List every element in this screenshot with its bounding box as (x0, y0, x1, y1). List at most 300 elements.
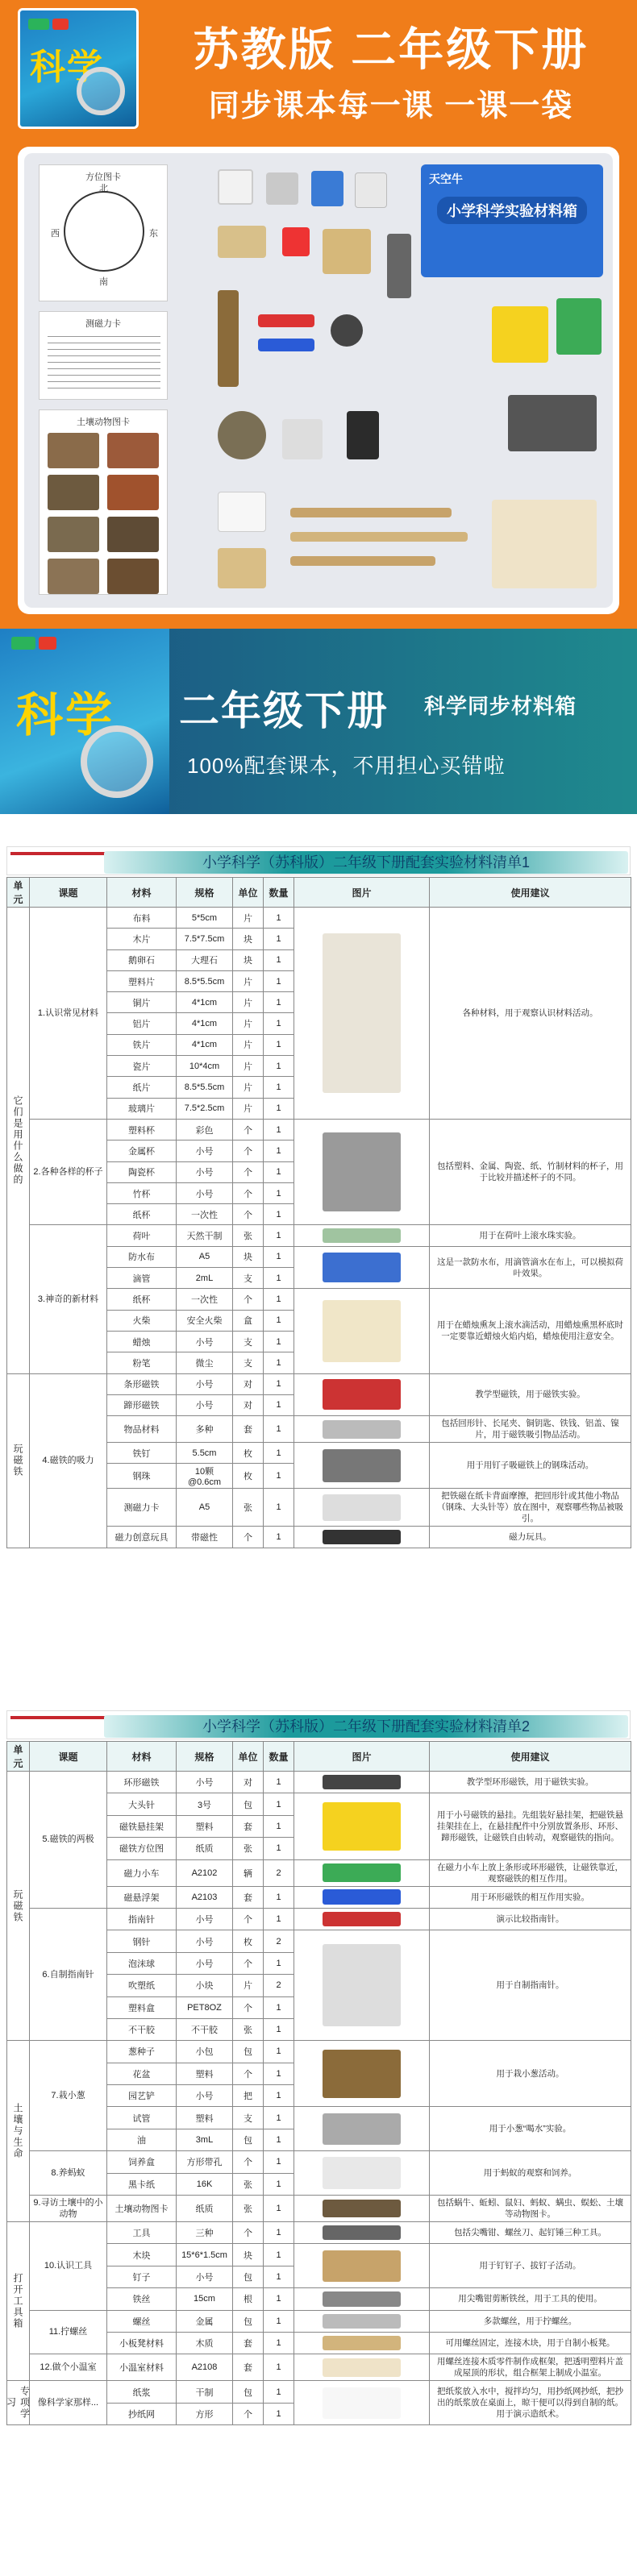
material-cell: 葱种子 (107, 2041, 177, 2063)
spec-cell: 10颗 @0.6cm (177, 1464, 233, 1489)
picture-cell (294, 908, 430, 1120)
qty-cell: 1 (264, 1793, 294, 1815)
qty-cell: 1 (264, 2288, 294, 2310)
material-photo (296, 2312, 427, 2331)
spec-cell: 4*1cm (177, 1034, 233, 1055)
measure-cell: 包 (233, 2041, 264, 2063)
suggestion-cell: 包括塑料、金属、陶瓷、纸、竹制材料的杯子，用于比较并描述杯子的不同。 (430, 1119, 631, 1224)
hero-section (0, 0, 637, 629)
table-row (7, 1772, 631, 1793)
material-photo-icon (323, 1300, 402, 1363)
list-2-title: 小学科学（苏科版）二年级下册配套实验材料清单2 (104, 1715, 628, 1738)
material-photo (296, 1861, 427, 1885)
west-label: 西 (51, 229, 60, 239)
material-photo (296, 2289, 427, 2308)
material-photo-icon (323, 2200, 402, 2218)
col-lesson: 课题 (30, 1742, 107, 1772)
qty-cell: 1 (264, 1443, 294, 1464)
spec-cell: 方形带孔 (177, 2151, 233, 2173)
material-cell: 磁力小车 (107, 1859, 177, 1886)
kit-photo (24, 153, 613, 608)
spec-cell: 8.5*5.5cm (177, 970, 233, 991)
material-cell: 工具 (107, 2222, 177, 2244)
material-cell: 荷叶 (107, 1225, 177, 1246)
measure-cell: 个 (233, 1996, 264, 2018)
measure-cell: 个 (233, 1289, 264, 1310)
measure-cell: 片 (233, 1098, 264, 1119)
qty-cell: 1 (264, 1289, 294, 1310)
lesson-cell: 7.栽小葱 (30, 2041, 107, 2151)
qty-cell: 1 (264, 2151, 294, 2173)
measure-cell: 包 (233, 2381, 264, 2403)
col-suggestion: 使用建议 (430, 878, 631, 908)
col-measure: 单位 (233, 1742, 264, 1772)
spec-cell: 木质 (177, 2332, 233, 2354)
suggestion-cell: 各种材料，用于观察认识材料活动。 (430, 908, 631, 1120)
soil-photo (107, 559, 159, 594)
spec-cell: 小块 (177, 1975, 233, 1996)
qty-cell: 2 (264, 1975, 294, 1996)
suggestion-cell: 包括回形针、长尾夹、铜钥匙、铁钱、铝盖、镍片，用于磁铁吸引物品活动。 (430, 1416, 631, 1443)
material-photo (296, 2223, 427, 2242)
material-photo-icon (323, 1132, 402, 1211)
qty-cell: 1 (264, 2063, 294, 2084)
material-photo (296, 1375, 427, 1415)
publisher-logo-icon (11, 637, 35, 650)
qty-cell: 1 (264, 1225, 294, 1246)
material-cell: 纸片 (107, 1077, 177, 1098)
picture-cell (294, 2288, 430, 2310)
material-cell: 条形磁铁 (107, 1373, 177, 1394)
qty-cell: 1 (264, 1464, 294, 1489)
picture-cell (294, 2354, 430, 2381)
table-row (7, 2222, 631, 2244)
spec-cell: A5 (177, 1246, 233, 1267)
magnifier-icon (77, 67, 125, 115)
material-photo (296, 2152, 427, 2194)
picture-cell (294, 1416, 430, 1443)
material-photo (296, 1772, 427, 1792)
qty-cell: 1 (264, 1527, 294, 1548)
spec-cell: 天然干制 (177, 1225, 233, 1246)
material-cell: 测磁力卡 (107, 1489, 177, 1527)
measure-cell: 包 (233, 2266, 264, 2287)
soil-photo (107, 475, 159, 510)
measure-cell: 片 (233, 1034, 264, 1055)
col-unit: 单元 (7, 1742, 30, 1772)
measure-cell: 个 (233, 1141, 264, 1161)
spec-cell: 3mL (177, 2129, 233, 2150)
material-cell: 铝片 (107, 1013, 177, 1034)
spec-cell: 小号 (177, 1182, 233, 1203)
material-cell: 竹杯 (107, 1182, 177, 1203)
spec-cell: 带磁性 (177, 1527, 233, 1548)
measure-cell: 个 (233, 2403, 264, 2424)
picture-cell (294, 1772, 430, 1793)
force-card-lines (48, 333, 160, 394)
suggestion-cell: 用于自制指南针。 (430, 1930, 631, 2041)
soil-photo (48, 475, 99, 510)
spec-cell: A2102 (177, 1859, 233, 1886)
glass-plate-icon (282, 419, 323, 459)
magnet-icon (258, 314, 314, 327)
material-photo-icon (323, 1530, 402, 1544)
measure-cell: 支 (233, 2107, 264, 2129)
material-cell: 塑料盒 (107, 1996, 177, 2018)
qty-cell: 1 (264, 929, 294, 949)
material-photo-icon (323, 1253, 402, 1283)
spec-cell: 小号 (177, 2085, 233, 2107)
material-cell: 铜片 (107, 992, 177, 1013)
qty-cell: 1 (264, 2222, 294, 2244)
lesson-cell: 9.寻访土壤中的小动物 (30, 2196, 107, 2222)
material-photo-icon (323, 1775, 402, 1790)
picture-cell (294, 1859, 430, 1886)
spec-cell: 塑料 (177, 2063, 233, 2084)
material-photo-icon (323, 2336, 402, 2351)
qty-cell: 1 (264, 992, 294, 1013)
qty-cell: 1 (264, 2354, 294, 2381)
col-measure: 单位 (233, 878, 264, 908)
suggestion-cell: 多款螺丝，用于拧螺丝。 (430, 2310, 631, 2332)
qty-cell: 1 (264, 1182, 294, 1203)
list-2-header (6, 1710, 631, 1739)
picture-cell (294, 2107, 430, 2151)
material-cell: 小板凳材料 (107, 2332, 177, 2354)
col-picture: 图片 (294, 878, 430, 908)
suggestion-cell: 可用螺丝固定，连接木块，用于自制小板凳。 (430, 2332, 631, 2354)
measure-cell: 个 (233, 1161, 264, 1182)
hero-subtitle: 同步课本每一课 一课一袋 (208, 89, 574, 123)
direction-card (39, 164, 168, 301)
spec-cell: 塑料 (177, 2107, 233, 2129)
table-row (7, 2041, 631, 2063)
measure-cell: 包 (233, 2310, 264, 2332)
magnifier-icon (81, 725, 153, 798)
lesson-cell: 4.磁铁的吸力 (30, 1373, 107, 1548)
suggestion-cell: 把纸浆放入水中，搅拌均匀，用抄纸网抄纸，把抄出的纸浆放在桌面上，晾干便可以得到自制的纸。用于演示造纸术。 (430, 2381, 631, 2425)
material-cell: 防水布 (107, 1246, 177, 1267)
measure-cell: 个 (233, 2063, 264, 2084)
spec-cell: 16K (177, 2173, 233, 2195)
wood-stick-icon (290, 532, 468, 542)
picture-cell (294, 2381, 430, 2425)
material-cell: 吹塑纸 (107, 1975, 177, 1996)
measure-cell: 枚 (233, 1443, 264, 1464)
material-photo-icon (323, 2314, 402, 2329)
measure-cell: 张 (233, 2173, 264, 2195)
suggestion-cell: 包括蜗牛、蚯蚓、鼠妇、蚂蚁、螨虫、蜈蚣、土壤等动物图卡。 (430, 2196, 631, 2222)
table-row (7, 908, 631, 929)
material-photo-icon (323, 1912, 402, 1927)
list-1-title: 小学科学（苏科版）二年级下册配套实验材料清单1 (104, 851, 628, 874)
spec-cell: 3号 (177, 1793, 233, 1815)
spec-cell: 小号 (177, 1331, 233, 1352)
picture-cell (294, 2041, 430, 2107)
material-cell: 物品材料 (107, 1416, 177, 1443)
measure-cell: 把 (233, 2085, 264, 2107)
spec-cell: 方形 (177, 2403, 233, 2424)
measure-cell: 块 (233, 2244, 264, 2266)
material-photo-icon (323, 1802, 402, 1851)
spec-cell: 5*5cm (177, 908, 233, 929)
black-card-icon (347, 411, 379, 459)
measure-cell: 支 (233, 1268, 264, 1289)
material-cell: 纸杯 (107, 1204, 177, 1225)
textbook-cover (18, 8, 139, 129)
material-photo (296, 2382, 427, 2424)
picture-cell (294, 1225, 430, 1246)
qty-cell: 1 (264, 1772, 294, 1793)
material-cell: 小温室材料 (107, 2354, 177, 2381)
measure-cell: 片 (233, 1056, 264, 1077)
cup-icon (311, 171, 343, 206)
magnet-icon (258, 339, 314, 351)
banner-book-title: 科学 (16, 689, 115, 742)
spec-cell: 小号 (177, 1908, 233, 1930)
measure-cell: 个 (233, 1182, 264, 1203)
measure-cell: 块 (233, 1246, 264, 1267)
qty-cell: 1 (264, 949, 294, 970)
material-cell: 花盆 (107, 2063, 177, 2084)
paper-icon (218, 492, 266, 532)
material-cell: 土壤动物图卡 (107, 2196, 177, 2222)
suggestion-cell: 演示比较指南针。 (430, 1908, 631, 1930)
spec-cell: 小号 (177, 1952, 233, 1974)
qty-cell: 2 (264, 1859, 294, 1886)
picture-cell (294, 1489, 430, 1527)
qty-cell: 1 (264, 1838, 294, 1859)
material-cell: 钉子 (107, 2266, 177, 2287)
spec-cell: 小包 (177, 2041, 233, 2063)
kit-brand: 天空牛 (429, 172, 463, 185)
qty-cell: 1 (264, 1373, 294, 1394)
material-cell: 蜡烛 (107, 1331, 177, 1352)
greenhouse-material-icon (492, 500, 597, 588)
table-row (7, 2381, 631, 2403)
qty-cell: 1 (264, 2018, 294, 2040)
qty-cell: 1 (264, 2403, 294, 2424)
material-cell: 蹄形磁铁 (107, 1394, 177, 1415)
material-photo-icon (323, 2113, 402, 2145)
lesson-cell: 5.磁铁的两极 (30, 1772, 107, 1909)
material-photo-icon (323, 1449, 402, 1482)
measure-cell: 盒 (233, 1310, 264, 1331)
picture-cell (294, 1119, 430, 1224)
cup-icon (266, 172, 298, 205)
qty-cell: 1 (264, 1908, 294, 1930)
measure-cell: 块 (233, 949, 264, 970)
measure-cell: 张 (233, 1838, 264, 1859)
measure-cell: 片 (233, 1975, 264, 1996)
qty-cell: 1 (264, 1119, 294, 1140)
material-photo (296, 2108, 427, 2150)
spec-cell: 小号 (177, 1930, 233, 1952)
material-photo (296, 1888, 427, 1907)
suggestion-cell: 把铁磁在纸卡背面摩擦，把回形针或其他小物品（钢珠、大头针等）放在图中，观察哪些物品被吸引。 (430, 1489, 631, 1527)
measure-cell: 套 (233, 1815, 264, 1837)
unit-cell: 专项学习 (7, 2381, 30, 2425)
wood-stick-icon (290, 556, 435, 566)
lesson-cell: 2.各种各样的杯子 (30, 1119, 107, 1224)
material-cell: 木片 (107, 929, 177, 949)
material-cell: 环形磁铁 (107, 1772, 177, 1793)
material-photo (296, 1226, 427, 1244)
direction-card-title: 方位图卡 (85, 172, 121, 182)
qty-cell: 1 (264, 1416, 294, 1443)
measure-cell: 套 (233, 2332, 264, 2354)
spec-cell: 小号 (177, 2266, 233, 2287)
picture-cell (294, 2244, 430, 2288)
picture-cell (294, 2151, 430, 2196)
material-cell: 螺丝 (107, 2310, 177, 2332)
measure-cell: 支 (233, 1331, 264, 1352)
material-photo (296, 1417, 427, 1441)
material-cell: 试管 (107, 2107, 177, 2129)
spec-cell: 多种 (177, 1416, 233, 1443)
qty-cell: 1 (264, 908, 294, 929)
spec-cell: 纸质 (177, 1838, 233, 1859)
material-cell: 鹅卵石 (107, 949, 177, 970)
qty-cell: 1 (264, 1034, 294, 1055)
col-qty: 数量 (264, 1742, 294, 1772)
measure-cell: 对 (233, 1394, 264, 1415)
material-photo-icon (323, 1889, 402, 1905)
qty-cell: 1 (264, 2196, 294, 2222)
measure-cell: 片 (233, 1013, 264, 1034)
table-row (7, 2151, 631, 2173)
yellow-box-icon (492, 306, 548, 363)
material-photo-icon (323, 1494, 402, 1521)
qty-cell: 1 (264, 2310, 294, 2332)
material-cell: 钢针 (107, 1930, 177, 1952)
picture-cell (294, 2310, 430, 2332)
spec-cell: 一次性 (177, 1289, 233, 1310)
material-cell: 黑卡纸 (107, 2173, 177, 2195)
measure-cell: 辆 (233, 1859, 264, 1886)
spec-cell: 微尘 (177, 1352, 233, 1373)
col-unit: 单元 (7, 878, 30, 908)
spec-cell: 小号 (177, 1772, 233, 1793)
measure-cell: 对 (233, 1373, 264, 1394)
qty-cell: 1 (264, 1141, 294, 1161)
col-spec: 规格 (177, 1742, 233, 1772)
unit-cell: 玩磁铁 (7, 1373, 30, 1548)
material-photo-icon (323, 2157, 402, 2188)
south-label: 南 (99, 277, 108, 287)
materials-table-1 (6, 877, 631, 1548)
qty-cell: 1 (264, 2129, 294, 2150)
material-cell: 磁力创意玩具 (107, 1527, 177, 1548)
measure-cell: 片 (233, 970, 264, 991)
material-cell: 滴管 (107, 1268, 177, 1289)
spec-cell: 8.5*5.5cm (177, 1077, 233, 1098)
spec-cell: 小号 (177, 1394, 233, 1415)
qty-cell: 1 (264, 1056, 294, 1077)
picture-cell (294, 1443, 430, 1489)
book-title: 科学 (30, 48, 104, 87)
material-photo (296, 2042, 427, 2105)
measure-cell: 个 (233, 1952, 264, 1974)
spec-cell: 大理石 (177, 949, 233, 970)
qty-cell: 1 (264, 1098, 294, 1119)
wood-block-icon (323, 229, 371, 274)
qty-cell: 1 (264, 1268, 294, 1289)
wood-block-icon (218, 226, 266, 258)
material-photo-icon (323, 933, 402, 1093)
spec-cell: 一次性 (177, 1204, 233, 1225)
spec-cell: 7.5*7.5cm (177, 929, 233, 949)
material-cell: 塑料片 (107, 970, 177, 991)
material-photo-icon (323, 2358, 402, 2377)
picture-cell (294, 2196, 430, 2222)
material-photo (296, 1120, 427, 1224)
suggestion-cell: 用于栽小葱活动。 (430, 2041, 631, 2107)
measure-cell: 个 (233, 1204, 264, 1225)
measure-cell: 枚 (233, 1930, 264, 1952)
measure-cell: 个 (233, 2151, 264, 2173)
material-cell: 饲养盒 (107, 2151, 177, 2173)
material-photo-icon (323, 1379, 402, 1410)
material-cell: 不干胶 (107, 2018, 177, 2040)
spec-cell: 塑料 (177, 1815, 233, 1837)
force-card-title: 测磁力卡 (85, 319, 121, 329)
suggestion-cell: 用于环形磁铁的相互作用实验。 (430, 1886, 631, 1908)
material-photo-icon (323, 1420, 402, 1439)
spec-cell: 不干胶 (177, 2018, 233, 2040)
measure-cell: 张 (233, 2018, 264, 2040)
material-cell: 玻璃片 (107, 1098, 177, 1119)
material-photo (296, 1248, 427, 1288)
qty-cell: 1 (264, 1077, 294, 1098)
banner-title: 二年级下册 (179, 688, 389, 733)
plant-grass-icon (556, 298, 602, 355)
force-card (39, 311, 168, 400)
picture-cell (294, 1908, 430, 1930)
measure-cell: 套 (233, 1886, 264, 1908)
unit-cell: 它们是用什么做的 (7, 908, 30, 1374)
kit-box (421, 164, 603, 277)
banner-textbook-cover (0, 629, 169, 814)
suggestion-cell: 用于在荷叶上滚水珠实验。 (430, 1225, 631, 1246)
picture-cell (294, 1527, 430, 1548)
materials-list-2 (6, 1710, 631, 2570)
picture-cell (294, 1246, 430, 1289)
lesson-cell: 像科学家那样... (30, 2381, 107, 2425)
lesson-cell: 6.自制指南针 (30, 1908, 107, 2040)
measure-cell: 张 (233, 1225, 264, 1246)
qty-cell: 1 (264, 2107, 294, 2129)
qty-cell: 1 (264, 1331, 294, 1352)
measure-cell: 枚 (233, 1464, 264, 1489)
spec-cell: 5.5cm (177, 1443, 233, 1464)
material-photo-icon (323, 2050, 402, 2098)
spec-cell: 15*6*1.5cm (177, 2244, 233, 2266)
suggestion-cell: 磁力玩具。 (430, 1527, 631, 1548)
measure-cell: 个 (233, 1527, 264, 1548)
col-material: 材料 (107, 1742, 177, 1772)
banner-section (0, 629, 637, 814)
qty-cell: 2 (264, 1930, 294, 1952)
spec-cell: 2mL (177, 1268, 233, 1289)
qty-cell: 1 (264, 1310, 294, 1331)
suggestion-cell: 教学型环形磁铁，用于磁铁实验。 (430, 1772, 631, 1793)
col-picture: 图片 (294, 1742, 430, 1772)
soil-photo (48, 517, 99, 552)
table-row (7, 2310, 631, 2332)
picture-cell (294, 1930, 430, 2041)
container-icon (508, 395, 597, 451)
